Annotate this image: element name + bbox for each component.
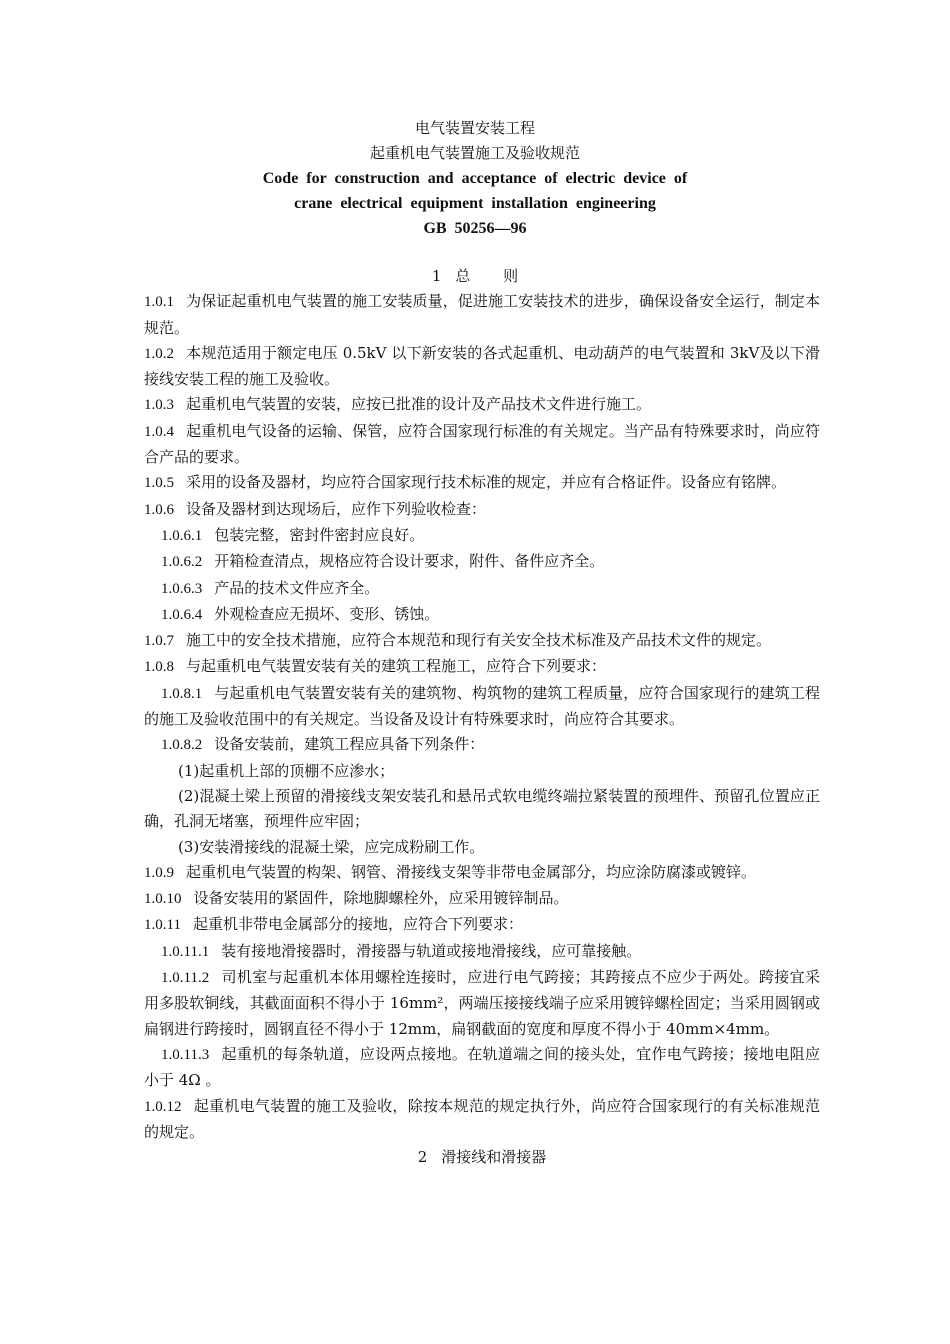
clause-text: 与起重机电气装置安装有关的建筑工程施工，应符合下列要求： [186, 657, 607, 676]
clause-text: 开箱检查清点，规格应符合设计要求，附件、备件应齐全。 [214, 552, 605, 571]
chapter-1-number: 1 [431, 267, 442, 285]
clause-number: 1.0.6.1 [161, 527, 203, 544]
clause-text: 本规范适用于额定电压 0.5kV 以下新安装的各式起重机、电动葫芦的电气装置和 3kV及以下滑接线安装工程的施工及验收。 [144, 343, 820, 389]
chapter-2-number: 2 [417, 1148, 428, 1167]
condition-text: (3)安装滑接线的混凝土梁，应完成粉刷工作。 [178, 837, 485, 856]
clause-1-0-6-1 [144, 523, 820, 549]
clause-number: 1.0.6.3 [161, 580, 203, 597]
chapter-2-title: 滑接线和滑接器 [441, 1148, 547, 1167]
clause-number: 1.0.11.3 [161, 1046, 210, 1063]
clause-text: 外观检查应无损坏、变形、锈蚀。 [214, 604, 440, 623]
clause-1-0-11 [144, 912, 820, 938]
clause-text: 设备及器材到达现场后，应作下列验收检查： [186, 499, 487, 518]
clause-number: 1.0.6 [144, 501, 174, 518]
clause-number: 1.0.1 [144, 294, 174, 311]
clause-number: 1.0.8 [144, 659, 174, 676]
clause-1-0-3 [144, 392, 820, 418]
clause-text: 起重机电气装置的构架、钢管、滑接线支架等非带电金属部分，均应涂防腐漆或镀锌。 [186, 862, 757, 881]
clause-1-0-4 [144, 419, 820, 471]
clause-1-0-6 [144, 497, 820, 523]
clause-1-0-11-1 [144, 939, 820, 965]
clause-number: 1.0.7 [144, 633, 174, 650]
condition-text: (1)起重机上部的顶棚不应渗水； [178, 761, 395, 780]
title-en-line1: Code for construction and acceptance of electric device of [262, 170, 688, 187]
clause-number: 1.0.4 [144, 423, 174, 440]
standard-code: GB 50256—96 [423, 220, 527, 237]
clause-1-0-11-3 [144, 1042, 820, 1094]
clause-number: 1.0.5 [144, 475, 174, 492]
clause-1-0-8 [144, 654, 820, 680]
clause-number: 1.0.11 [144, 917, 181, 934]
clause-1-0-6-2 [144, 549, 820, 575]
clause-text: 装有接地滑接器时，滑接器与轨道或接地滑接线，应可靠接触。 [221, 941, 642, 960]
clause-text: 与起重机电气装置安装有关的建筑物、构筑物的建筑工程质量，应符合国家现行的建筑工程的施工及验收范围中的有关规定。当设备及设计有特殊要求时，尚应符合其要求。 [144, 683, 820, 729]
title-en-line2: crane electrical equipment installation engineering [294, 195, 656, 212]
clause-1-0-1 [144, 289, 820, 341]
chapter-1-title: 总 则 [455, 267, 533, 285]
condition-item-1 [144, 759, 820, 784]
clause-1-0-2 [144, 341, 820, 393]
title-block [0, 116, 950, 241]
clause-number: 1.0.6.4 [161, 606, 203, 623]
clause-number: 1.0.11.1 [161, 943, 210, 960]
clause-text: 采用的设备及器材，均应符合国家现行技术标准的规定，并应有合格证件。设备应有铭牌。 [186, 473, 787, 492]
clause-text: 司机室与起重机本体用螺栓连接时，应进行电气跨接；其跨接点不应少于两处。跨接宜采用多股软铜线，其截面面积不得小于 16mm²，两端压接接线端子应采用镀锌螺栓固定；当采用圆钢或扁钢进行跨接时，圆钢直径不得小于 12mm，扁钢截面的宽度和厚度不得小于 40mm×4mm。 [144, 968, 820, 1038]
clause-1-0-6-4 [144, 602, 820, 628]
clause-text: 设备安装用的紧固件，除地脚螺栓外，应采用镀锌制品。 [193, 889, 569, 908]
title-zh-line1: 电气装置安装工程 [414, 119, 535, 137]
clause-text: 为保证起重机电气装置的施工安装质量，促进施工安装技术的进步，确保设备安全运行，制定本规范。 [144, 292, 820, 337]
clause-1-0-8-1 [144, 681, 820, 733]
clause-text: 起重机非带电金属部分的接地，应符合下列要求： [192, 915, 523, 934]
clause-number: 1.0.12 [144, 1098, 182, 1115]
clause-number: 1.0.8.1 [161, 685, 203, 702]
clause-number: 1.0.10 [144, 891, 182, 908]
clause-1-0-12 [144, 1094, 820, 1146]
document-body [144, 264, 820, 1170]
clause-text: 包装完整，密封件密封应良好。 [214, 525, 425, 544]
clause-1-0-5 [144, 470, 820, 496]
clause-number: 1.0.3 [144, 397, 174, 414]
condition-item-2 [144, 784, 820, 835]
clause-1-0-11-2 [144, 965, 820, 1042]
chapter-2-heading [144, 1145, 820, 1170]
clause-number: 1.0.11.2 [161, 970, 210, 987]
chapter-1-heading [144, 264, 820, 289]
clause-1-0-8-2 [144, 732, 820, 758]
clause-text: 起重机电气装置的施工及验收，除按本规范的规定执行外，尚应符合国家现行的有关标准规范的规定。 [144, 1096, 820, 1141]
condition-item-3 [144, 835, 820, 860]
clause-1-0-9 [144, 860, 820, 886]
clause-number: 1.0.6.2 [161, 554, 203, 571]
clause-1-0-7 [144, 628, 820, 654]
clause-number: 1.0.2 [144, 345, 174, 362]
title-zh-line2: 起重机电气装置施工及验收规范 [369, 144, 580, 162]
clause-number: 1.0.9 [144, 864, 174, 881]
clause-number: 1.0.8.2 [161, 737, 203, 754]
clause-text: 起重机的每条轨道，应设两点接地。在轨道端之间的接头处，宜作电气跨接；接地电阻应小于 4Ω 。 [144, 1044, 820, 1090]
clause-text: 起重机电气装置的安装，应按已批准的设计及产品技术文件进行施工。 [186, 395, 652, 414]
clause-1-0-10 [144, 886, 820, 912]
clause-1-0-6-3 [144, 576, 820, 602]
clause-text: 起重机电气设备的运输、保管，应符合国家现行标准的有关规定。当产品有特殊要求时，尚应符合产品的要求。 [144, 421, 820, 467]
clause-text: 设备安装前，建筑工程应具备下列条件： [214, 735, 485, 754]
clause-text: 产品的技术文件应齐全。 [214, 578, 380, 597]
clause-text: 施工中的安全技术措施，应符合本规范和现行有关安全技术标准及产品技术文件的规定。 [186, 631, 772, 650]
condition-text: (2)混凝土梁上预留的滑接线支架安装孔和悬吊式软电缆终端拉紧装置的预埋件、预留孔位置应正确，孔洞无堵塞，预埋件应牢固； [144, 786, 820, 831]
